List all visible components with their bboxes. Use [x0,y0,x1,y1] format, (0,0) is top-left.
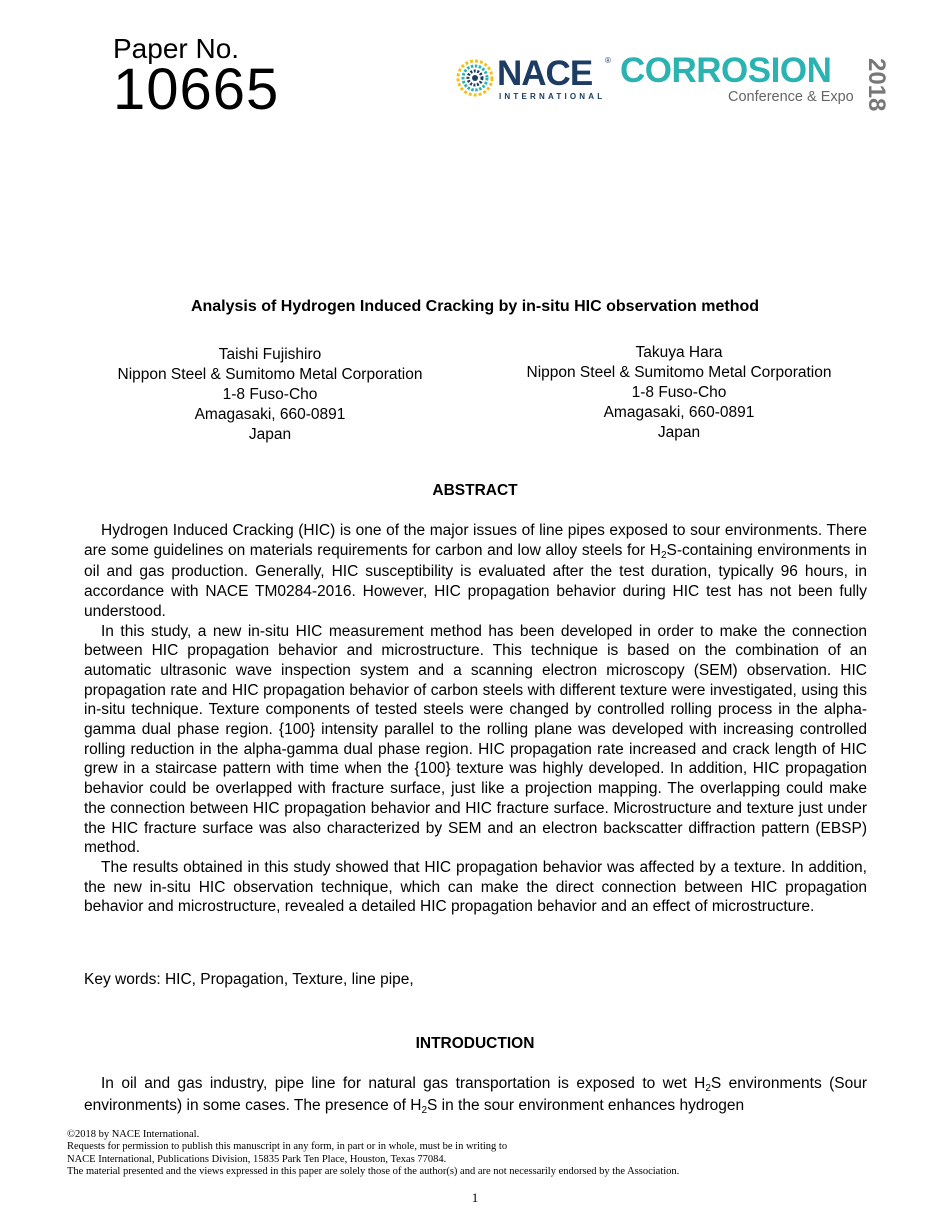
abstract-paragraph: In this study, a new in-situ HIC measurement method has been developed in order to make the connection between HIC propagation behavior and microstructure. This technique is based on the combination of an automatic ultrasonic wave inspection system and a scanning electron microscopy (SEM) observation. HIC propagation rate and HIC propagation behavior of carbon steels with different texture were investigated, using this in-situ technique. Texture components of tested steels were changed by controlled rolling process in the alpha-gamma dual phase region. {100} intensity parallel to the rolling plane was developed with increasing controlled rolling reduction in the alpha-gamma dual phase region. HIC propagation rate increased and crack length of HIC grew in a staircase pattern with time when the {100} texture was highly developed. In addition, HIC propagation behavior could be overlapped with fracture surface, just like a projection mapping. The overlapping could make the connection between HIC propagation behavior and HIC fracture surface. Microstructure and texture just under the HIC fracture surface was also characterized by SEM and an electron backscatter diffraction pattern (EBSP) method. [84,622,867,857]
introduction-heading: INTRODUCTION [415,1035,535,1052]
footer-line: The material presented and the views expressed in this paper are solely those of the author(s) and are not necessarily endorsed by the Association. [67,1166,680,1178]
paper-title: Analysis of Hydrogen Induced Cracking by in-situ HIC observation method [190,298,760,315]
page-number: 1 [471,1190,479,1205]
author-country: Japan [657,424,701,441]
abstract-paragraph: Hydrogen Induced Cracking (HIC) is one of the major issues of line pipes exposed to sour environments. There are some guidelines on materials requirements for carbon and low alloy steels for $H_2S$-containing environments in oil and gas production. Generally, HIC susceptibility is evaluated after the test duration, typically 96 hours, in accordance with NACE TM0284-2016. However, HIC propagation behavior during HIC test has not been fully understood. [84,522,868,620]
abstract-paragraph: The results obtained in this study showed that HIC propagation behavior was affected by a texture. In addition, the new in-situ HIC observation technique, which can make the direct connection between HIC propagation behavior and microstructure, revealed a detailed HIC propagation behavior and an effect of microstructure. [84,858,867,916]
copyright-footer [67,1129,679,1179]
nace-logo [455,56,615,104]
nace-globe-icon [455,58,495,98]
author-address: 1-8 Fuso-Cho [222,386,318,403]
nace-logo-word: NACE [497,54,593,93]
author-name: Takuya Hara [635,344,723,361]
introduction-paragraph: In oil and gas industry, pipe line for natural gas transportation is exposed to wet $H_2S$ environments (Sour environments) in some cases. The presence of $H_2S$ in the sour environment enhances hydrogen [84,1075,867,1116]
keywords: Key words: HIC, Propagation, Texture, line pipe, [84,971,414,988]
abstract-heading: ABSTRACT [432,482,518,499]
corrosion-logo-subtitle: Conference & Expo [728,89,854,105]
introduction-body [84,1074,867,1117]
corrosion-logo-year: 2018 [863,58,890,112]
author-block [494,343,864,443]
author-affiliation: Nippon Steel & Sumitomo Metal Corporation [117,366,423,383]
paper-number-label: Paper No. [113,33,240,64]
author-name: Taishi Fujishiro [218,346,322,363]
author-city: Amagasaki, 660-0891 [194,406,346,423]
author-country: Japan [248,426,292,443]
author-address: 1-8 Fuso-Cho [631,384,727,401]
footer-line: ©2018 by NACE International. [67,1129,200,1140]
abstract-body [84,521,867,917]
author-city: Amagasaki, 660-0891 [603,404,755,421]
corrosion-logo-word: CORROSION [620,51,832,90]
corrosion-logo [620,51,890,112]
footer-line: NACE International, Publications Division, 15835 Park Ten Place, Houston, Texas 77084. [67,1153,447,1165]
author-affiliation: Nippon Steel & Sumitomo Metal Corporation [526,364,832,381]
nace-logo-subtitle: INTERNATIONAL [499,92,606,101]
registered-mark: ® [605,56,611,65]
author-block [85,345,455,445]
footer-line: Requests for permission to publish this manuscript in any form, in part or in whole, must be in writing to [67,1141,508,1153]
paper-number: 10665 [113,57,280,122]
